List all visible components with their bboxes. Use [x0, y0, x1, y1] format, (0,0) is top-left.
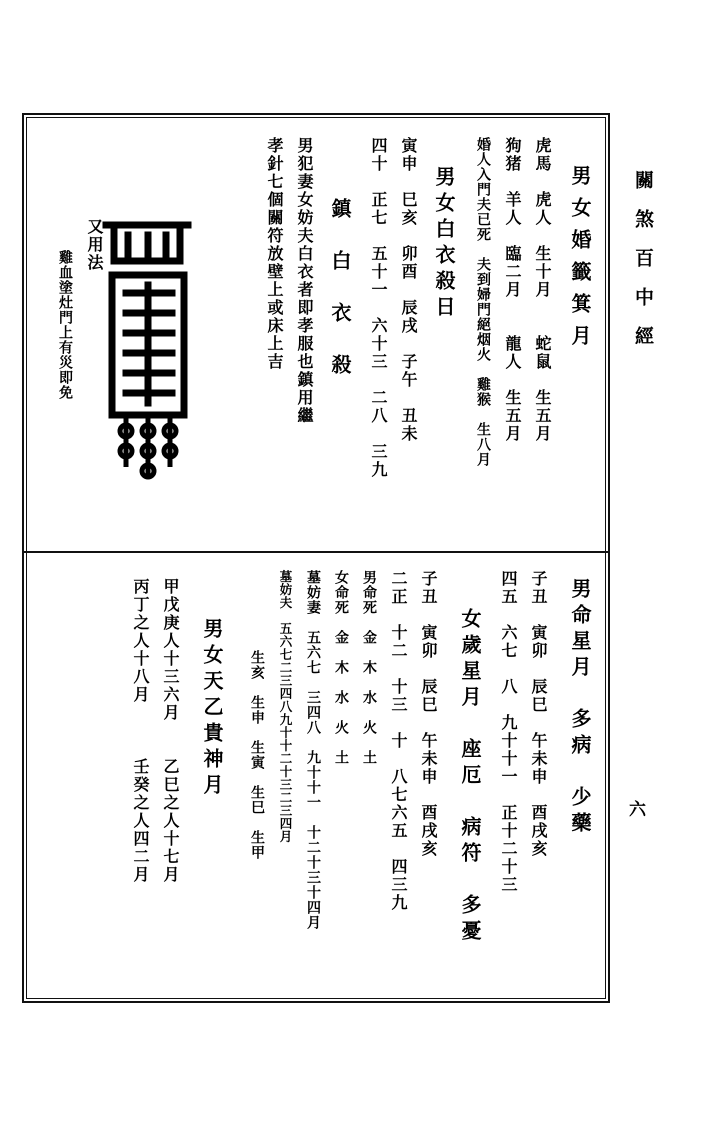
section-title-female-year-star-month: 女歲星月 座厄 病符 多憂 [458, 608, 482, 946]
suppress-line-1: 男犯妻女妨夫白衣者即孝服也鎮用繼 [295, 137, 314, 425]
white-robe-branches: 寅申 巳亥 卯酉 辰戌 子午 丑未 [399, 137, 418, 443]
spine-title: 關煞百中經 [632, 170, 654, 365]
section-title-white-robe-death-day: 男女白衣殺日 [432, 166, 456, 322]
white-robe-numbers: 四十 正七 五十一 六十三 二八 三九 [369, 137, 388, 479]
male-fate-death-elements: 男命死 金 木 水 火 土 [361, 570, 377, 765]
charm-talisman [92, 205, 202, 505]
male-fate-numbers: 四五 六七 八 九十十一 正十二十三 [499, 570, 518, 894]
male-fate-branches: 子丑 寅卯 辰巳 午未申 酉戌亥 [529, 570, 548, 858]
section-title-marriage-sieve-month: 男女婚籤箕月 [568, 165, 592, 357]
female-year-branches: 子丑 寅卯 辰巳 午未申 酉戌亥 [419, 570, 438, 858]
tomb-harms-wife: 墓妨妻 五六七 三四八 九十十一 十二十三十四月 [305, 570, 321, 930]
folio-number: 六 [625, 800, 645, 817]
section-title-suppress-white-robe: 鎮 白 衣 殺 [328, 198, 352, 380]
marriage-row-3: 婚人入門夫已死 夫到婦門絕烟火 雞猴 生八月 [475, 137, 491, 467]
section-title-heavenly-yi-noble-month: 男女天乙貴神月 [200, 618, 224, 800]
register-divider [24, 551, 608, 553]
section-title-male-fate-star-month: 男命星月 多病 少藥 [568, 578, 592, 838]
noble-month-line-1: 甲戊庚人十三六月 乙巳之人十七月 [161, 578, 180, 884]
marriage-row-1: 虎馬 虎人 生十月 蛇鼠 生五月 [533, 137, 552, 443]
section-title-alternate-method: 又用法 [85, 218, 104, 272]
noble-month-line-2: 丙丁之人十八月 壬癸之人四二月 [131, 578, 150, 884]
marriage-row-2: 狗猪 羊人 臨二月 龍人 生五月 [503, 137, 522, 443]
tomb-harms-husband: 墓妨夫 五六七二三四八九十十二十三二三四月 [278, 570, 293, 843]
alternate-method-line: 雞血塗灶門上有災即免 [57, 250, 73, 400]
female-fate-death-elements: 女命死 金 木 水 火 土 [333, 570, 349, 765]
female-year-numbers: 二正 十二 十三 十 八七六五 四三九 [389, 570, 408, 912]
birth-branches: 生亥 生申 生寅 生巳 生甲 [249, 650, 265, 860]
suppress-line-2: 孝針七個關符放壁上或床上吉 [265, 137, 284, 371]
